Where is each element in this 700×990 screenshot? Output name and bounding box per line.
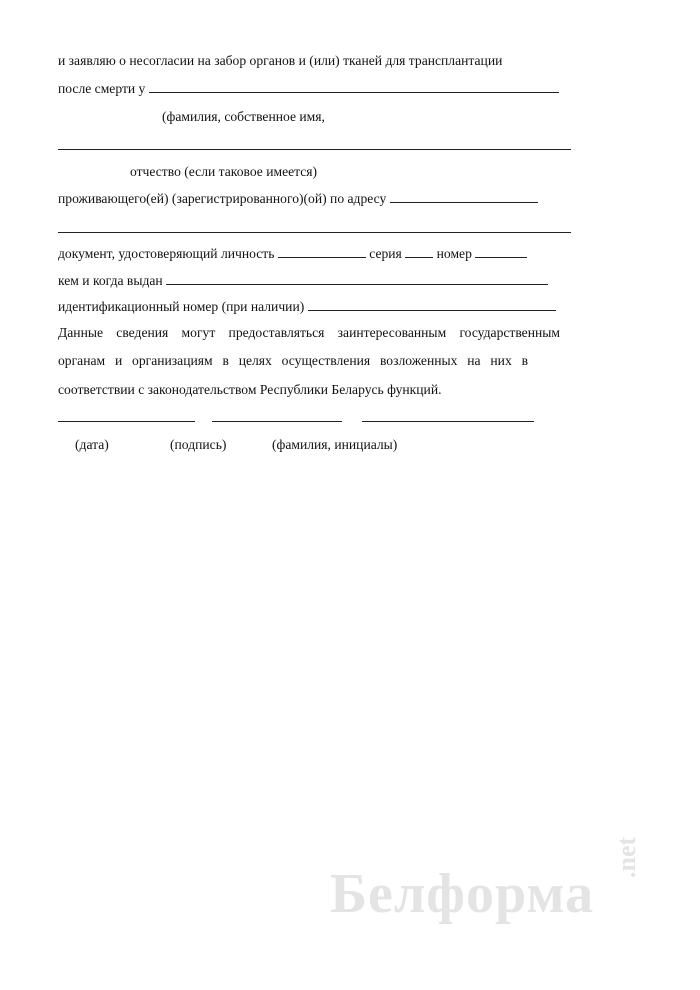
- id-number-line: [58, 298, 556, 315]
- belforma-watermark: Белформа: [330, 863, 595, 925]
- patronymic-caption: отчество (если таковое имеется): [130, 164, 318, 179]
- info-paragraph-line-3: соответствии с законодательством Республики Беларусь функций.: [58, 382, 442, 397]
- signature-caption: (подпись): [170, 437, 227, 452]
- name-signature-blank[interactable]: [362, 421, 534, 422]
- sign-signature-blank[interactable]: [212, 421, 342, 422]
- info-paragraph-line-1: Данные сведения могут предоставляться заинтересованным государственным: [58, 325, 560, 340]
- info-paragraph-line-2: органам и организациям в целях осуществления возложенных на них в: [58, 353, 528, 368]
- address-label: проживающего(ей) (зарегистрированного)(ой) по адресу: [58, 191, 387, 206]
- after-death-line: [58, 80, 559, 97]
- full-name-caption: (фамилия, инициалы): [272, 437, 398, 452]
- after-death-label: после смерти у: [58, 81, 146, 96]
- date-signature-blank[interactable]: [58, 421, 195, 422]
- id-document-line: [58, 245, 527, 262]
- id-number-label: идентификационный номер (при наличии): [58, 299, 305, 314]
- address-field-blank[interactable]: [390, 190, 538, 203]
- issued-by-blank[interactable]: [166, 272, 548, 285]
- watermark-net-suffix: .net: [612, 836, 641, 878]
- number-label: номер: [436, 246, 472, 261]
- name-caption: (фамилия, собственное имя,: [162, 109, 325, 124]
- issued-by-label: кем и когда выдан: [58, 273, 163, 288]
- date-caption: (дата): [75, 437, 109, 452]
- issued-by-line: [58, 272, 548, 289]
- name-continuation-blank[interactable]: [58, 149, 571, 150]
- consent-statement-line: и заявляю о несогласии на забор органов и (или) тканей для трансплантации: [58, 53, 503, 68]
- address-line: [58, 190, 538, 207]
- number-blank[interactable]: [475, 245, 527, 258]
- series-blank[interactable]: [405, 245, 433, 258]
- id-document-label: документ, удостоверяющий личность: [58, 246, 275, 261]
- id-number-blank[interactable]: [308, 298, 556, 311]
- name-field-blank[interactable]: [149, 80, 559, 93]
- id-document-blank[interactable]: [278, 245, 366, 258]
- series-label: серия: [369, 246, 402, 261]
- address-continuation-blank[interactable]: [58, 232, 571, 233]
